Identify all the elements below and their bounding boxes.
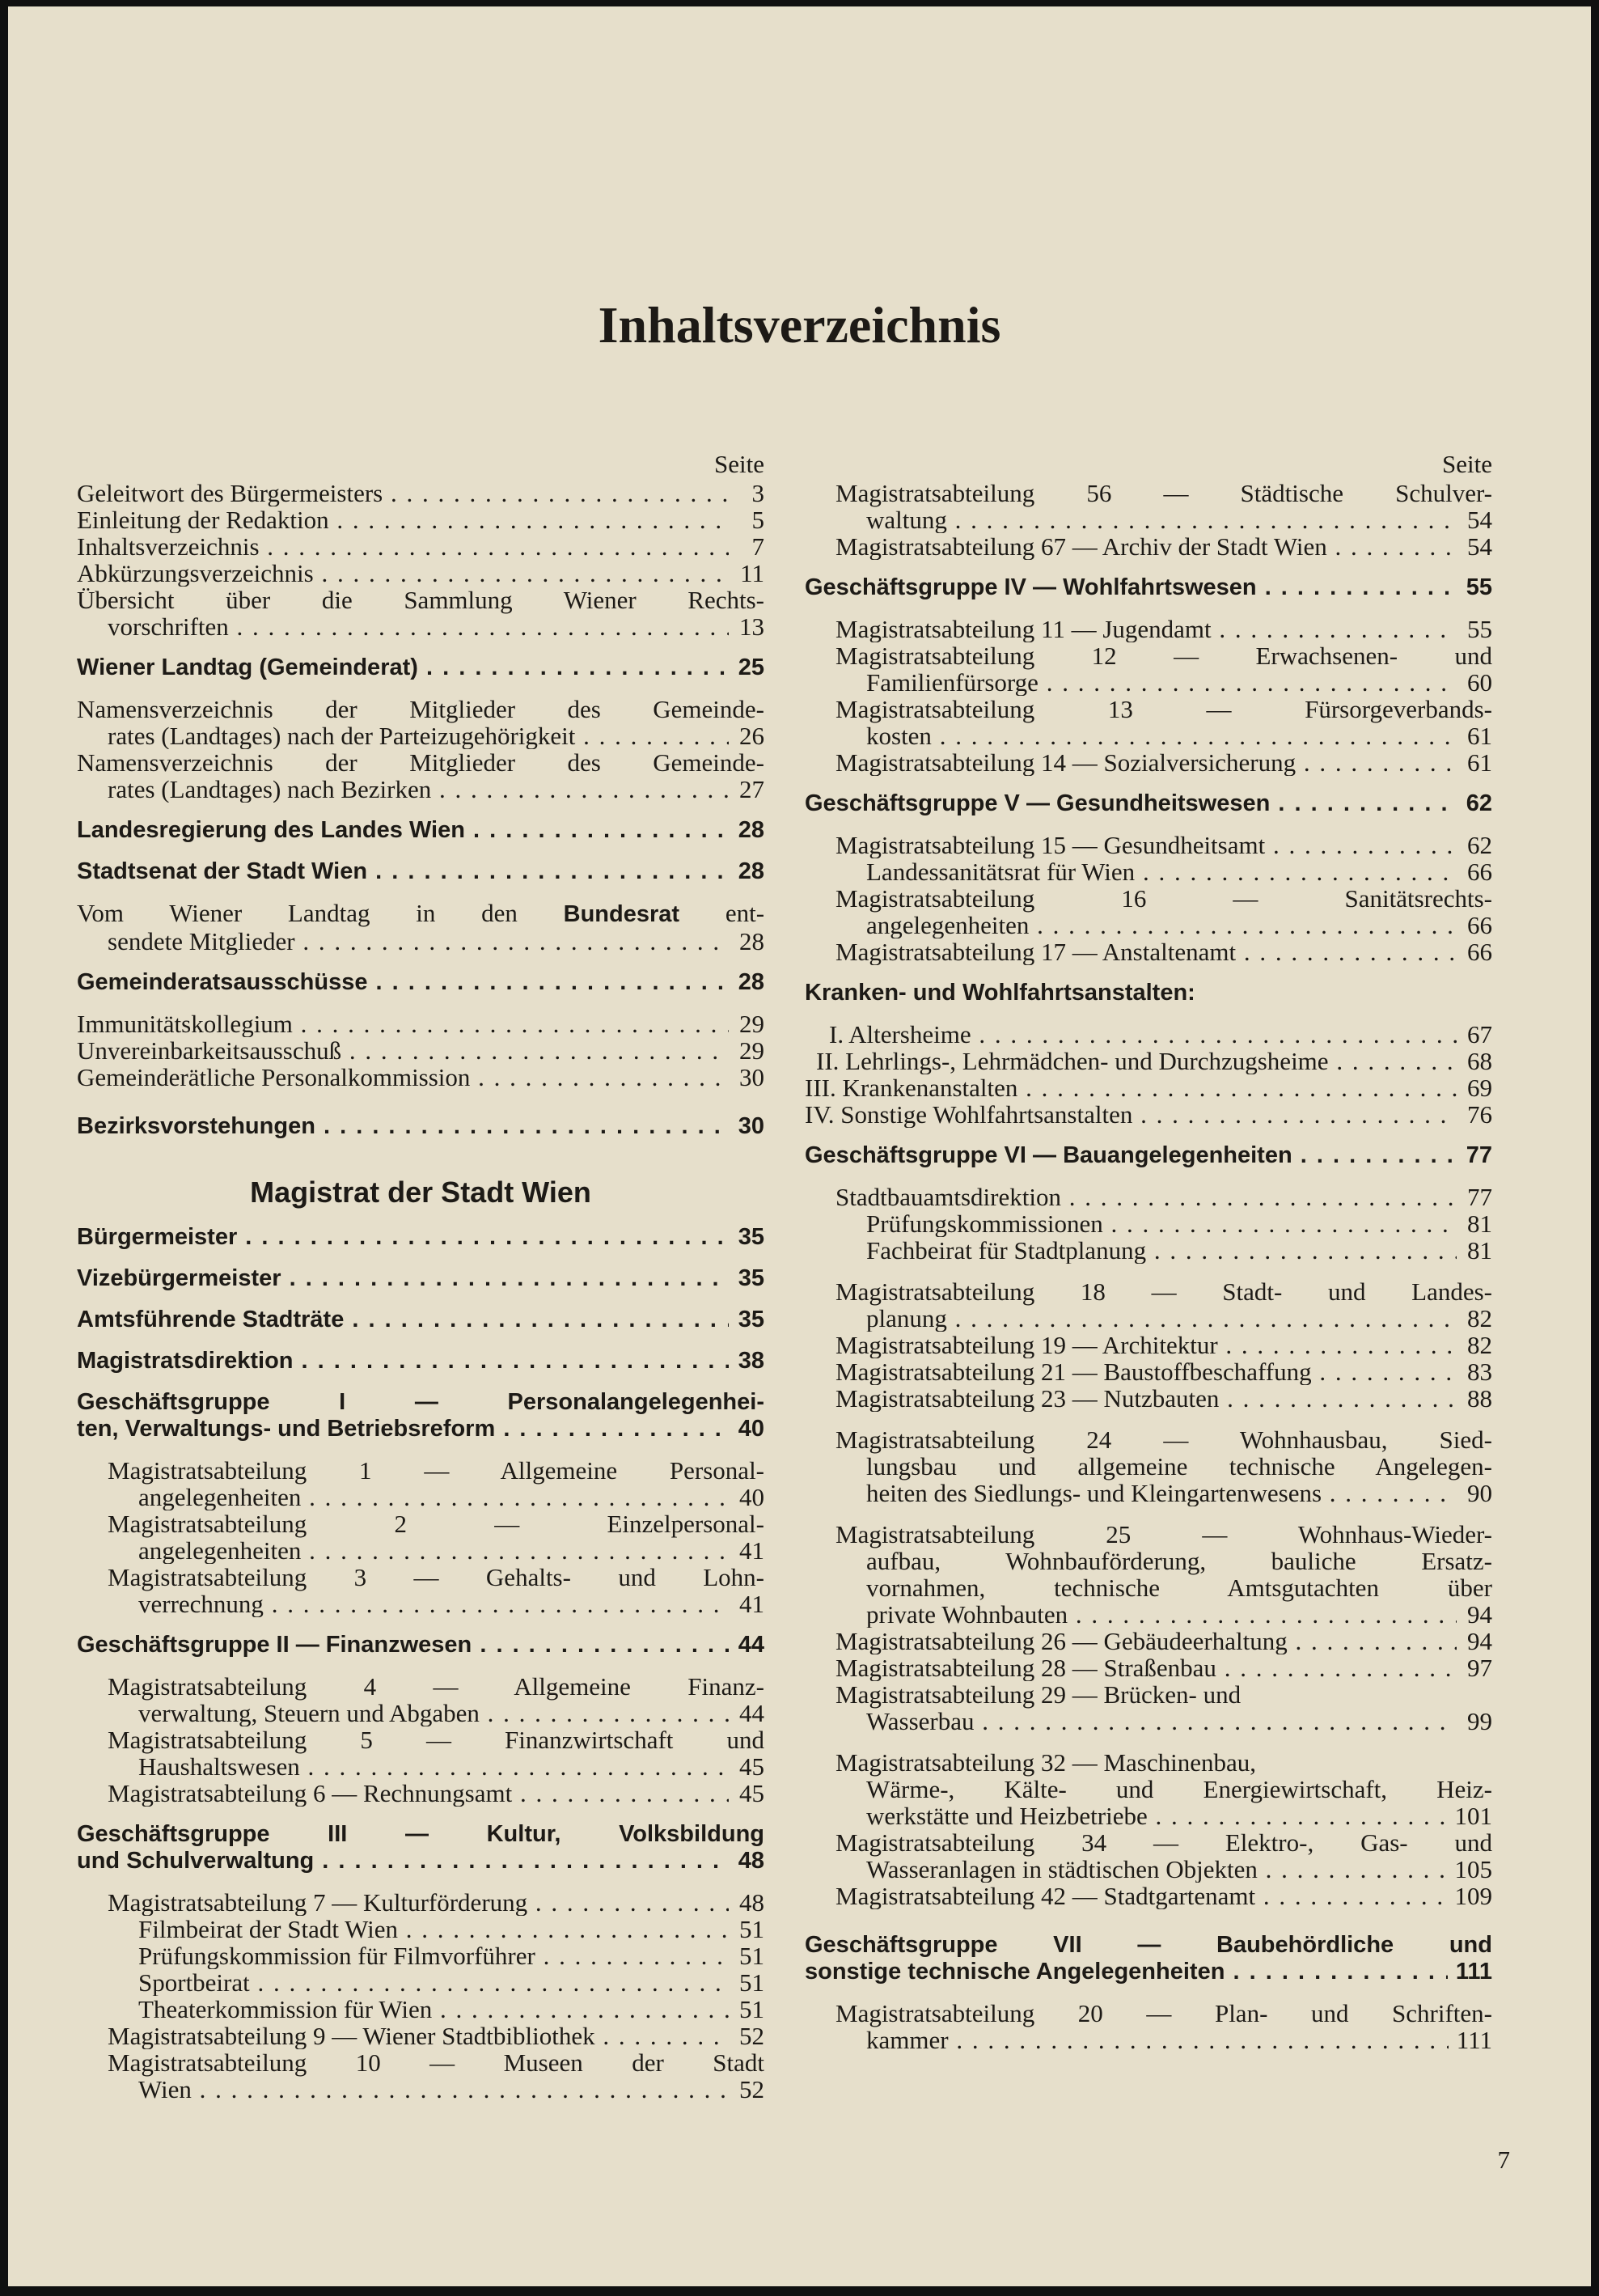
toc-section-entry[interactable]: Amtsführende Stadträte . . . 35 [77, 1307, 764, 1333]
toc-entry[interactable]: Inhaltsverzeichnis . . . 7 [77, 533, 764, 560]
toc-entry[interactable]: Landessanitätsrat für Wien . . . 66 [805, 858, 1492, 885]
toc-group-entry[interactable]: Geschäftsgruppe VII — Baubehördliche und sonstige technische Angelegenheiten . . . 111 [805, 1932, 1492, 1985]
toc-entry[interactable]: Magistratsabteilung 14 — Sozialversicherung . . . 61 [805, 749, 1492, 776]
toc-entry[interactable]: Geleitwort des Bürgermeisters . . . 3 [77, 480, 764, 506]
toc-entry[interactable]: Magistratsabteilung 56 — Städtische Schulver- waltung . . . 54 [805, 480, 1492, 533]
toc-entry[interactable]: Unvereinbarkeitsausschuß . . . 29 [77, 1037, 764, 1064]
toc-entry[interactable]: Stadtbauamtsdirektion . . . 77 [805, 1184, 1492, 1210]
toc-section-entry[interactable]: Stadtsenat der Stadt Wien . . . 28 [77, 858, 764, 885]
seite-label: Seite [1442, 450, 1492, 478]
toc-section-entry[interactable]: Vizebürgermeister . . . 35 [77, 1265, 764, 1292]
toc-entry[interactable]: Namensverzeichnis der Mitglieder des Gemeinde- rates (Landtages) nach der Parteizugehörigkeit . . . 26 [77, 696, 764, 749]
toc-entry[interactable]: Magistratsabteilung 2 — Einzelpersonal- angelegenheiten . . . 41 [77, 1510, 764, 1564]
toc-entry[interactable]: Magistratsabteilung 20 — Plan- und Schriften- kammer . . . 111 [805, 2000, 1492, 2053]
toc-entry[interactable]: Magistratsabteilung 25 — Wohnhaus-Wieder- aufbau, Wohnbauförderung, bauliche Ersatz- vornahmen, technische Amtsgutachten über private Wohnbauten . . . 94 [805, 1521, 1492, 1628]
toc-entry[interactable]: Sportbeirat . . . 51 [77, 1969, 764, 1996]
toc-entry[interactable]: Magistratsabteilung 17 — Anstaltenamt . . . 66 [805, 938, 1492, 965]
toc-entry[interactable]: Magistratsabteilung 9 — Wiener Stadtbibliothek . . . 52 [77, 2023, 764, 2049]
toc-group-entry[interactable]: Geschäftsgruppe VI — Bauangelegenheiten . . . 77 [805, 1142, 1492, 1169]
toc-entry[interactable]: Magistratsabteilung 24 — Wohnhausbau, Sied- lungsbau und allgemeine technische Angelegen- heiten des Siedlungs- und Kleingartenwesens . . . 90 [805, 1426, 1492, 1506]
toc-column-left [77, 449, 764, 2103]
toc-section-entry[interactable]: Bezirksvorstehungen . . . 30 [77, 1113, 764, 1140]
toc-entry[interactable]: Magistratsabteilung 34 — Elektro-, Gas- und Wasseranlagen in städtischen Objekten . . . 105 [805, 1829, 1492, 1883]
toc-entry[interactable]: Prüfungskommission für Filmvorführer . . . 51 [77, 1942, 764, 1969]
toc-entry[interactable]: Magistratsabteilung 11 — Jugendamt . . . 55 [805, 616, 1492, 642]
toc-entry[interactable]: Einleitung der Redaktion . . . 5 [77, 506, 764, 533]
toc-section-entry[interactable]: Gemeinderatsausschüsse . . . 28 [77, 969, 764, 996]
toc-entry[interactable]: III. Krankenanstalten . . . 69 [805, 1074, 1492, 1101]
scan-edge-top [0, 0, 1599, 6]
toc-entry[interactable]: Magistratsabteilung 12 — Erwachsenen- und Familienfürsorge . . . 60 [805, 642, 1492, 696]
seite-label: Seite [714, 450, 764, 478]
toc-entry[interactable]: Übersicht über die Sammlung Wiener Rechts- vorschriften . . . 13 [77, 587, 764, 640]
toc-entry[interactable]: Magistratsabteilung 23 — Nutzbauten . . . 88 [805, 1385, 1492, 1412]
toc-entry[interactable]: IV. Sonstige Wohlfahrtsanstalten . . . 76 [805, 1101, 1492, 1128]
toc-entry[interactable]: Magistratsabteilung 3 — Gehalts- und Lohn- verrechnung . . . 41 [77, 1564, 764, 1617]
toc-entry[interactable]: Magistratsabteilung 67 — Archiv der Stadt Wien . . . 54 [805, 533, 1492, 560]
toc-entry[interactable]: Filmbeirat der Stadt Wien . . . 51 [77, 1916, 764, 1942]
toc-entry[interactable]: Fachbeirat für Stadtplanung . . . 81 [805, 1237, 1492, 1264]
toc-column-right [805, 449, 1492, 2053]
scan-edge-bottom [0, 2286, 1599, 2296]
toc-entry[interactable]: Prüfungskommissionen . . . 81 [805, 1210, 1492, 1237]
toc-section-entry[interactable]: Magistratsdirektion . . . 38 [77, 1348, 764, 1375]
toc-entry[interactable]: Magistratsabteilung 13 — Fürsorgeverbands- kosten . . . 61 [805, 696, 1492, 749]
toc-entry[interactable]: Magistratsabteilung 18 — Stadt- und Landes- planung . . . 82 [805, 1278, 1492, 1332]
toc-entry[interactable]: Magistratsabteilung 42 — Stadtgartenamt . . . 109 [805, 1883, 1492, 1909]
toc-entry[interactable]: Magistratsabteilung 6 — Rechnungsamt . . . 45 [77, 1780, 764, 1807]
toc-entry[interactable]: Magistratsabteilung 1 — Allgemeine Personal- angelegenheiten . . . 40 [77, 1457, 764, 1510]
toc-entry[interactable]: I. Altersheime . . . 67 [805, 1021, 1492, 1048]
section-heading-magistrat: Magistrat der Stadt Wien [250, 1176, 591, 1209]
toc-section-entry[interactable]: Bürgermeister . . . 35 [77, 1224, 764, 1251]
toc-entry[interactable]: Magistratsabteilung 5 — Finanzwirtschaft und Haushaltswesen . . . 45 [77, 1726, 764, 1780]
toc-entry[interactable]: II. Lehrlings-, Lehrmädchen- und Durchzugsheime . . . 68 [805, 1048, 1492, 1074]
page-title: Inhaltsverzeichnis [598, 296, 1001, 354]
toc-entry[interactable]: Namensverzeichnis der Mitglieder des Gemeinde- rates (Landtages) nach Bezirken . . . 27 [77, 749, 764, 803]
toc-entry[interactable]: Magistratsabteilung 32 — Maschinenbau, Wärme-, Kälte- und Energiewirtschaft, Heiz- werkstätte und Heizbetriebe . . . 101 [805, 1749, 1492, 1829]
toc-entry[interactable]: Magistratsabteilung 16 — Sanitätsrechts- angelegenheiten . . . 66 [805, 885, 1492, 938]
toc-entry[interactable]: Magistratsabteilung 7 — Kulturförderung . . . 48 [77, 1889, 764, 1916]
toc-entry[interactable]: Magistratsabteilung 10 — Museen der Stadt Wien . . . 52 [77, 2049, 764, 2103]
toc-group-entry[interactable]: Geschäftsgruppe V — Gesundheitswesen . . . 62 [805, 790, 1492, 817]
toc-entry[interactable]: Magistratsabteilung 26 — Gebäudeerhaltung . . . 94 [805, 1628, 1492, 1654]
toc-section-entry[interactable]: Wiener Landtag (Gemeinderat) . . . 25 [77, 654, 764, 681]
toc-entry[interactable]: Vom Wiener Landtag in den Bundesrat ent- sendete Mitglieder . . . 28 [77, 900, 764, 955]
toc-entry[interactable]: Magistratsabteilung 28 — Straßenbau . . . 97 [805, 1654, 1492, 1681]
toc-entry[interactable]: Gemeinderätliche Personalkommission . . . 30 [77, 1064, 764, 1091]
toc-group-entry[interactable]: Geschäftsgruppe I — Personalangelegenhei- ten, Verwaltungs- und Betriebsreform . . . 40 [77, 1389, 764, 1442]
toc-entry[interactable]: Magistratsabteilung 4 — Allgemeine Finanz- verwaltung, Steuern und Abgaben . . . 44 [77, 1673, 764, 1726]
toc-entry[interactable]: Magistratsabteilung 15 — Gesundheitsamt . . . 62 [805, 832, 1492, 858]
toc-group-entry[interactable]: Geschäftsgruppe II — Finanzwesen . . . 44 [77, 1632, 764, 1658]
section-heading-kranken: Kranken- und Wohlfahrtsanstalten: [805, 980, 1195, 1006]
page-number: 7 [1497, 2146, 1510, 2174]
toc-entry[interactable]: Immunitätskollegium . . . 29 [77, 1010, 764, 1037]
toc-entry[interactable]: Magistratsabteilung 29 — Brücken- und Wasserbau . . . 99 [805, 1681, 1492, 1735]
toc-entry[interactable]: Abkürzungsverzeichnis . . . 11 [77, 560, 764, 587]
toc-entry[interactable]: Magistratsabteilung 19 — Architektur . . . 82 [805, 1332, 1492, 1358]
toc-entry[interactable]: Theaterkommission für Wien . . . 51 [77, 1996, 764, 2023]
toc-group-entry[interactable]: Geschäftsgruppe III — Kultur, Volksbildung und Schulverwaltung . . . 48 [77, 1821, 764, 1875]
toc-section-entry[interactable]: Landesregierung des Landes Wien . . . 28 [77, 817, 764, 844]
toc-group-entry[interactable]: Geschäftsgruppe IV — Wohlfahrtswesen . . . 55 [805, 574, 1492, 601]
toc-entry[interactable]: Magistratsabteilung 21 — Baustoffbeschaffung . . . 83 [805, 1358, 1492, 1385]
